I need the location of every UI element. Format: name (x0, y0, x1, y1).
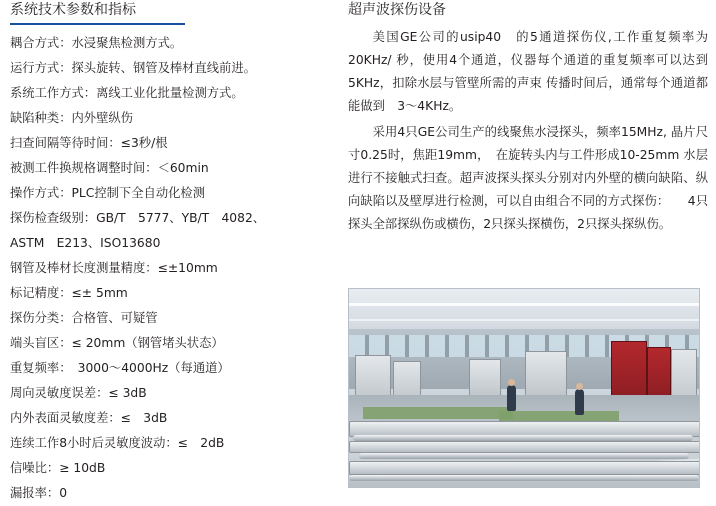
list-item: 缺陷种类：内外壁纵伤 (10, 111, 133, 125)
list-item: 扫查间隔等待时间：≤3秒/根 (10, 136, 168, 150)
photo-worker (575, 389, 584, 415)
photo-pipe (349, 475, 699, 481)
photo-pipe (353, 435, 693, 441)
equipment-photo (348, 288, 700, 488)
right-column (348, 0, 708, 239)
list-item: 被测工件换规格调整时间：＜60min (10, 161, 209, 175)
photo-conveyor (349, 441, 700, 453)
list-item: 系统工作方式：离线工业化批量检测方式。 (10, 86, 244, 100)
paragraph: 采用4只GE公司生产的线聚焦水浸探头，频率15MHz, 晶片尺寸0.25时，焦距19mm， 在旋转头内与工件形成10-25mm 水层进行不接触式扫查。超声波探头探头分别对内外壁的横向缺陷、纵向缺陷以及壁厚进行检测，可以自由组合不同的方式探伤： 4只探头全部探纵伤或横伤，2只探头探横伤，2只探头探纵伤。 (348, 125, 708, 231)
list-item: 漏报率：0 (10, 486, 68, 500)
equipment-photo-container (348, 288, 698, 486)
list-item: 周向灵敏度误差：≤ 3dB (10, 386, 147, 400)
list-item: 内外表面灵敏度差：≤ 3dB (10, 411, 168, 425)
left-section-heading (10, 0, 340, 25)
list-item: 端头盲区：≤ 20mm（钢管堵头状态） (10, 336, 224, 350)
photo-pipe (359, 453, 689, 459)
list-item: 操作方式：PLC控制下全自动化检测 (10, 186, 206, 200)
list-item: 重复频率： 3000～4000Hz（每通道） (10, 361, 230, 375)
list-item: 探伤分类：合格管、可疑管 (10, 311, 158, 325)
spec-list (10, 31, 340, 506)
list-item: 运行方式：探头旋转、钢管及棒材直线前进。 (10, 61, 256, 75)
list-item: 探伤检查级别：GB/T 5777、YB/T 4082、 (10, 211, 266, 225)
paragraph: 美国GE公司的usip40 的5通道探伤仪,工作重复频率为20KHz/ 秒，使用4个通道，仪器每个通道的重复频率可以达到5KHz，扣除水层与管壁所需的声束 传播时间后，通常每个通道都能做到 3～4KHz。 (348, 30, 708, 113)
list-item: 标记精度：≤± 5mm (10, 286, 128, 300)
list-item: 钢管及棒材长度测量精度：≤±10mm (10, 261, 218, 275)
left-section-title-text: 系统技术参数和指标 (10, 0, 185, 25)
photo-worker (507, 385, 516, 411)
photo-green-machine (499, 411, 619, 421)
list-item: 连续工作8小时后灵敏度波动：≤ 2dB (10, 436, 225, 450)
list-item: 信噪比：≥ 10dB (10, 461, 106, 475)
photo-conveyor (349, 461, 700, 475)
left-column (10, 0, 340, 506)
list-item: ASTM E213、ISO13680 (10, 236, 161, 250)
list-item: 耦合方式：水浸聚焦检测方式。 (10, 36, 183, 50)
right-section-heading: 超声波探伤设备 (348, 2, 446, 18)
photo-green-machine (363, 407, 513, 419)
